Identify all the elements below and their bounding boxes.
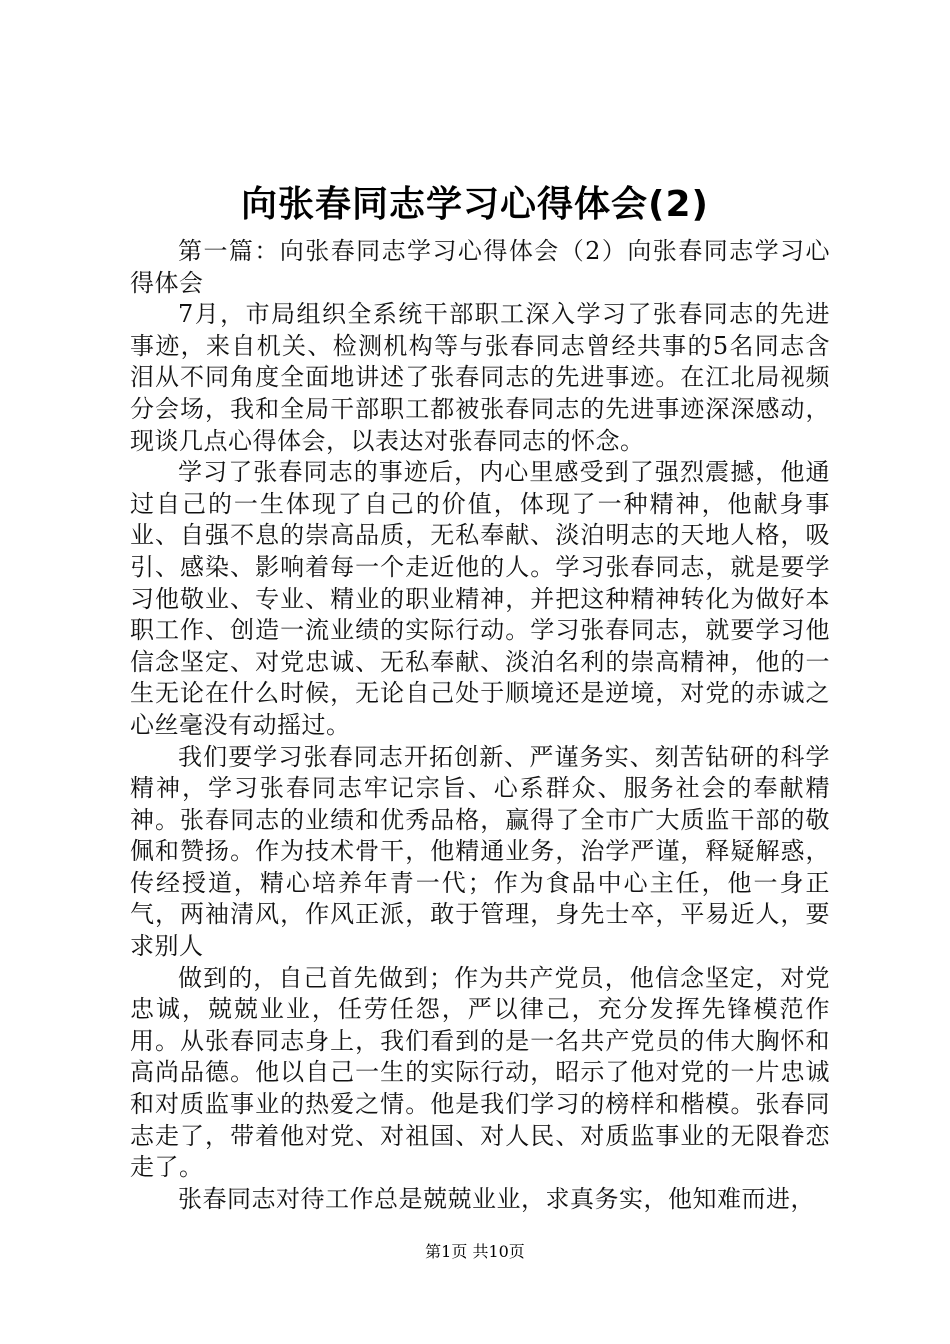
page-number-footer: 第1页 共10页: [425, 1242, 525, 1261]
paragraph: 第一篇：向张春同志学习心得体会（2）向张春同志学习心得体会: [130, 237, 830, 297]
paragraph: 我们要学习张春同志开拓创新、严谨务实、刻苦钻研的科学精神，学习张春同志牢记宗旨、心系群众、服务社会的奉献精神。张春同志的业绩和优秀品格，赢得了全市广大质监干部的敬佩和赞扬。作为技术骨干，他精通业务，治学严谨，释疑解惑，传经授道，精心培养年青一代；作为食品中心主任，他一身正气，两袖清风，作风正派，敢于管理，身先士卒，平易近人，要求别人: [130, 742, 830, 961]
document-body: [130, 236, 830, 1215]
paragraph: 学习了张春同志的事迹后，内心里感受到了强烈震撼，他通过自己的一生体现了自己的价值，体现了一种精神，他献身事业、自强不息的崇高品质，无私奉献、淡泊明志的天地人格，吸引、感染、影响着每一个走近他的人。学习张春同志，就是要学习他敬业、专业、精业的职业精神，并把这种精神转化为做好本职工作、创造一流业绩的实际行动。学习张春同志，就要学习他信念坚定、对党忠诚、无私奉献、淡泊名利的崇高精神，他的一生无论在什么时候，无论自己处于顺境还是逆境，对党的赤诚之心丝毫没有动摇过。: [130, 458, 830, 739]
paragraph: 张春同志对待工作总是兢兢业业，求真务实，他知难而进，: [178, 1184, 815, 1213]
paragraph: 7月，市局组织全系统干部职工深入学习了张春同志的先进事迹，来自机关、检测机构等与张春同志曾经共事的5名同志含泪从不同角度全面地讲述了张春同志的先进事迹。在江北局视频分会场，我和全局干部职工都被张春同志的先进事迹深深感动，现谈几点心得体会，以表达对张春同志的怀念。: [130, 300, 830, 455]
paragraph: 做到的，自己首先做到；作为共产党员，他信念坚定，对党忠诚，兢兢业业，任劳任怨，严以律己，充分发挥先锋模范作用。从张春同志身上，我们看到的是一名共产党员的伟大胸怀和高尚品德。他以自己一生的实际行动，昭示了他对党的一片忠诚和对质监事业的热爱之情。他是我们学习的榜样和楷模。张春同志走了，带着他对党、对祖国、对人民、对质监事业的无限眷恋走了。: [130, 963, 830, 1182]
document-title: 向张春同志学习心得体会(2): [241, 184, 709, 225]
